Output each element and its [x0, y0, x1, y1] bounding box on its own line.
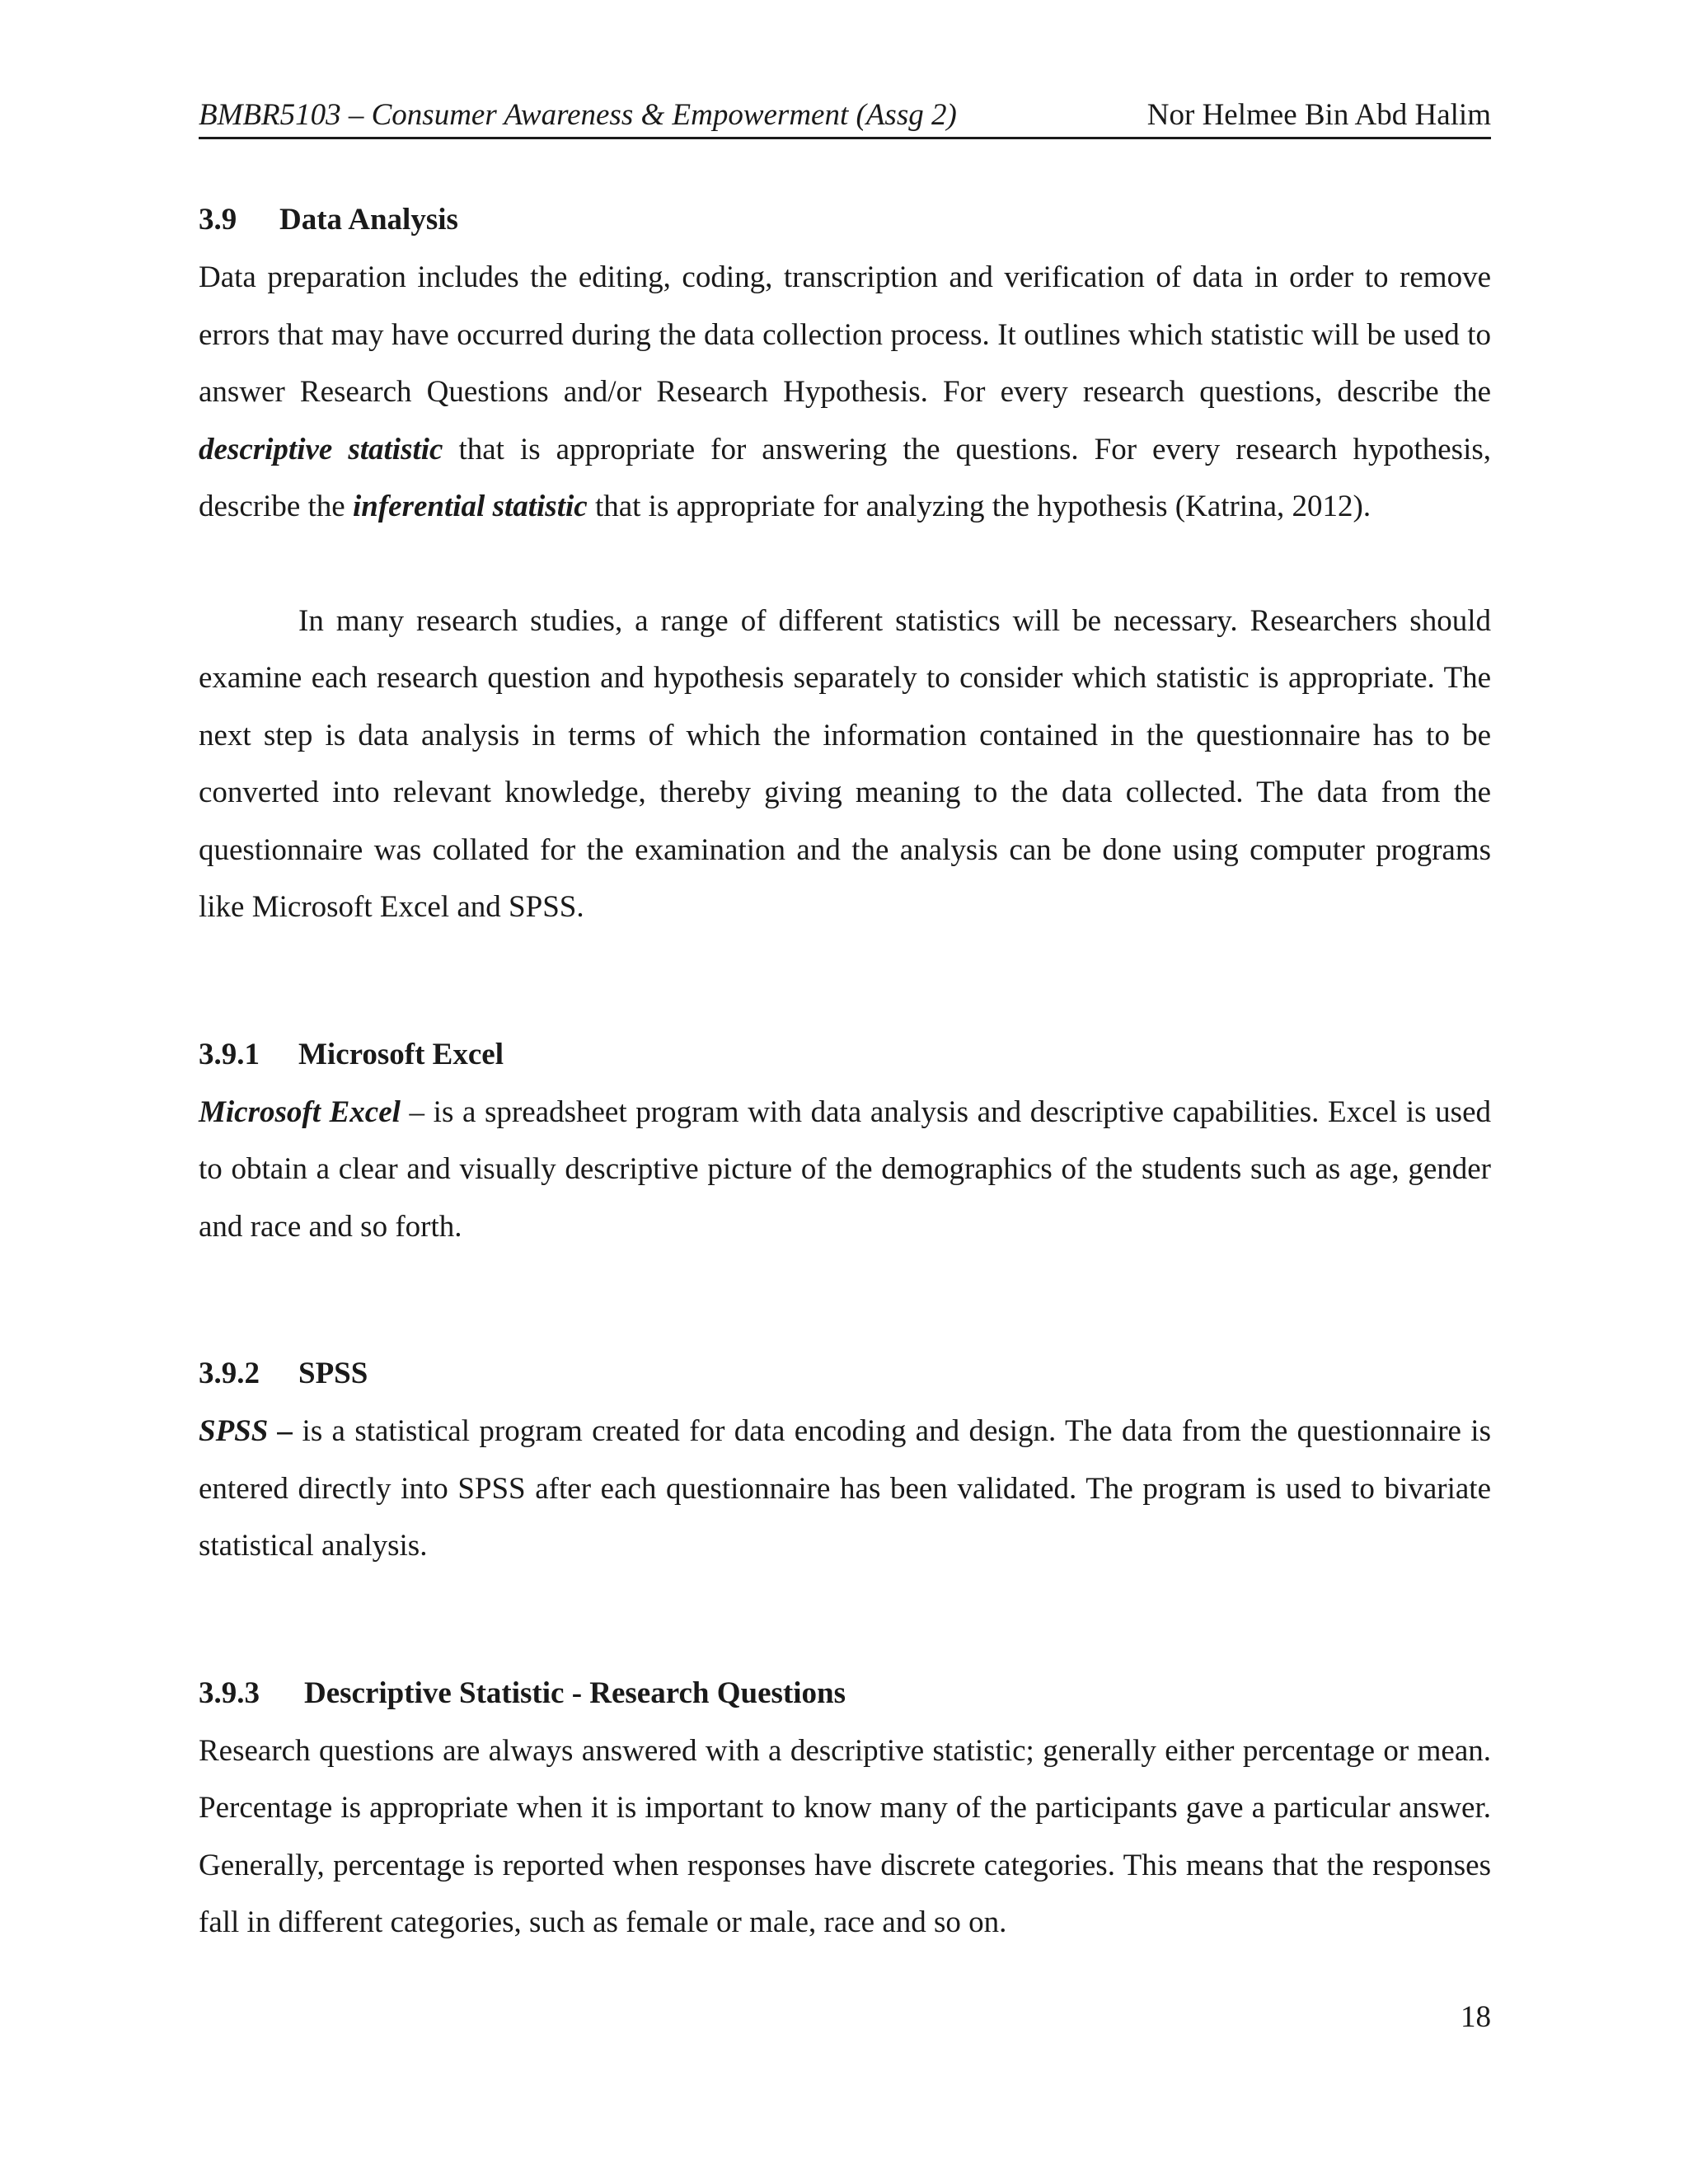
- section-title: Descriptive Statistic - Research Questions: [304, 1675, 846, 1710]
- section-number: 3.9.2: [199, 1357, 260, 1390]
- emphasis-inferential-statistic: inferential statistic: [352, 490, 588, 523]
- paragraph-microsoft-excel: [199, 1084, 1491, 1256]
- header-author: Nor Helmee Bin Abd Halim: [1146, 98, 1491, 132]
- emphasis-spss: SPSS –: [199, 1414, 293, 1448]
- section-heading-3-9: [199, 191, 1491, 249]
- emphasis-descriptive-statistic: descriptive statistic: [199, 432, 443, 466]
- emphasis-microsoft-excel: Microsoft Excel: [199, 1094, 401, 1129]
- section-heading-3-9-2: [199, 1345, 1491, 1403]
- section-number: 3.9.1: [199, 1037, 260, 1071]
- spacer: [199, 936, 1491, 1026]
- section-heading-3-9-1: [199, 1026, 1491, 1084]
- page-number: 18: [1461, 2000, 1491, 2034]
- text-run: that is appropriate for analyzing the hypothesis (Katrina, 2012).: [587, 490, 1372, 523]
- page-body: [199, 191, 1491, 1952]
- text-run: – is a spreadsheet program with data analysis and descriptive capabilities. Excel is used to obtain a clear and visually descriptive picture of the demographics of the students such as age, gender and race and so forth.: [199, 1094, 1491, 1244]
- running-header: [199, 97, 1491, 139]
- section-heading-3-9-3: [199, 1665, 1491, 1722]
- section-number: 3.9.3: [199, 1675, 260, 1710]
- text-run: Data preparation includes the editing, coding, transcription and verification of data in order to remove errors that may have occurred during the data collection process. It outlines which statistic will be used to answer Research Questions and/or Research Hypothesis. For every research questions, describe the: [199, 260, 1491, 409]
- paragraph-data-preparation: [199, 249, 1491, 536]
- section-title: SPSS: [298, 1357, 368, 1390]
- paragraph-descriptive-statistic: Research questions are always answered with a descriptive statistic; generally either percentage or mean. Percentage is appropriate when it is important to know many of the participants gave a particular answer. Generally, percentage is reported when responses have discrete categories. This means that the responses fall in different categories, such as female or male, race and so on.: [199, 1733, 1491, 1939]
- text-run: is a statistical program created for data encoding and design. The data from the questionnaire is entered directly into SPSS after each questionnaire has been validated. The program is used to bivariate statistical analysis.: [199, 1414, 1491, 1563]
- section-title: Microsoft Excel: [298, 1037, 504, 1071]
- section-number: 3.9: [199, 203, 237, 237]
- spacer: [199, 1575, 1491, 1665]
- section-title: Data Analysis: [279, 203, 458, 237]
- spacer: [199, 1255, 1491, 1345]
- paragraph-spss: [199, 1403, 1491, 1575]
- header-course-title: BMBR5103 – Consumer Awareness & Empowerment (Assg 2): [199, 98, 957, 132]
- text-run: that is appropriate for answering the questions. For every research hypothesis, describe the: [199, 432, 1491, 523]
- spacer: [199, 536, 1491, 593]
- paragraph-research-studies: In many research studies, a range of different statistics will be necessary. Researchers should examine each research question and hypothesis separately to consider which statistic is appropriate. The next step is data analysis in terms of which the information contained in the questionnaire has to be converted into relevant knowledge, thereby giving meaning to the data collected. The data from the questionnaire was collated for the examination and the analysis can be done using computer programs like Microsoft Excel and SPSS.: [199, 603, 1491, 924]
